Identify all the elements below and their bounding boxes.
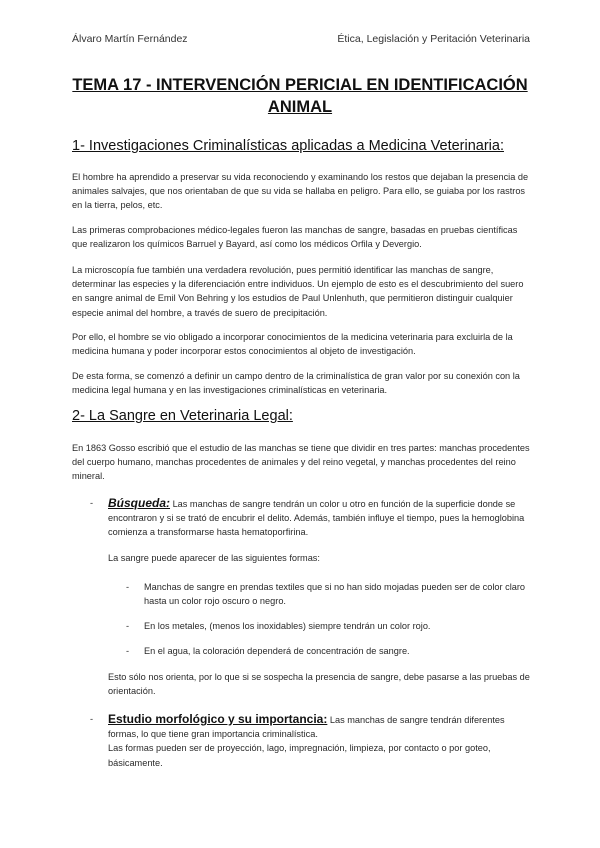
morfologico-text: Las manchas de sangre tendrán diferentes formas, lo que tiene gran importancia criminalística. <box>108 715 505 740</box>
section1-paragraph-2: Las primeras comprobaciones médico-legales fueron las manchas de sangre, basadas en pruebas científicas que realizaron los químicos Barruel y Bayard, así como los médicos Orfila y Devergio. <box>72 225 518 250</box>
list-item <box>126 580 531 608</box>
busqueda-bullet: - <box>90 498 94 508</box>
list-item <box>126 619 531 633</box>
header-author: Álvaro Martín Fernández <box>72 33 188 45</box>
morfologico-bullet: - <box>90 714 94 724</box>
morfologico-text-2: Las formas pueden ser de proyección, lago, impregnación, limpieza, por contacto o por goteo, básicamente. <box>108 743 491 768</box>
list-item-text: En los metales, (menos los inoxidables) siempre tendrán un color rojo. <box>144 621 431 631</box>
busqueda-item <box>90 496 535 540</box>
section1-paragraph-5: De esta forma, se comenzó a definir un campo dentro de la criminalística de gran valor por su conexión con la medicina legal humana y en las investigaciones criminalísticas en veterinaria. <box>72 371 520 396</box>
list-dash: - <box>126 582 130 592</box>
busqueda-body <box>108 496 535 540</box>
header-course: Ética, Legislación y Peritación Veterinaria <box>337 33 530 45</box>
list-item-text: En el agua, la coloración dependerá de concentración de sangre. <box>144 646 410 656</box>
busqueda-closing: Esto sólo nos orienta, por lo que si se sospecha la presencia de sangre, debe pasarse a las pruebas de orientación. <box>108 672 530 697</box>
section2-heading: 2- La Sangre en Veterinaria Legal: <box>72 408 293 424</box>
section1-paragraph-4: Por ello, el hombre se vio obligado a incorporar conocimientos de la medicina veterinaria para excluirla de la medicina humana y poder incorporar estos conocimientos al objeto de investigación. <box>72 332 513 357</box>
section1-heading: 1- Investigaciones Criminalísticas aplicadas a Medicina Veterinaria: <box>72 138 504 154</box>
page-title: TEMA 17 - INTERVENCIÓN PERICIAL EN IDENTIFICACIÓN ANIMAL <box>72 76 528 116</box>
morfologico-title: Estudio morfológico y su importancia: <box>108 712 328 726</box>
morfologico-body <box>108 712 535 770</box>
section1-paragraph-1: El hombre ha aprendido a preservar su vida reconociendo y examinando los restos que dejaban la presencia de animales salvajes, que nos orientaban de que su vida se hallaba en peligro. Para ello, se guiaba por los rastros en la tierra, pelos, etc. <box>72 172 529 211</box>
list-dash: - <box>126 646 130 656</box>
list-item <box>126 644 531 658</box>
busqueda-text: Las manchas de sangre tendrán un color u otro en función de la superficie donde se encontraron y si se trató de encubrir el delito. Además, también influye el tiempo, pues la hemoglobina comienza a transformarse hasta hematoporfirina. <box>108 499 525 538</box>
morfologico-item <box>90 712 535 770</box>
section2-intro: En 1863 Gosso escribió que el estudio de las manchas se tiene que dividir en tres partes: manchas procedentes del cuerpo humano, manchas procedentes de animales y del reino vegetal, y manchas procedentes del reino mineral. <box>72 443 530 482</box>
busqueda-title: Búsqueda: <box>108 496 171 510</box>
list-dash: - <box>126 621 130 631</box>
forms-intro: La sangre puede aparecer de las siguientes formas: <box>108 553 320 563</box>
list-item-text: Manchas de sangre en prendas textiles que si no han sido mojadas pueden ser de color claro hasta un color rojo oscuro o negro. <box>144 582 526 607</box>
section1-paragraph-3: La microscopía fue también una verdadera revolución, pues permitió identificar las manchas de sangre, determinar las especies y la diferenciación entre individuos. Un ejemplo de esto es el descubrimiento del suero en sangre animal de Emil Von Behring y los estudios de Paul Unlenhuth, que permitieron distinguir cualquier especie animal del hombre, a través de suero de precipitación. <box>72 265 524 318</box>
